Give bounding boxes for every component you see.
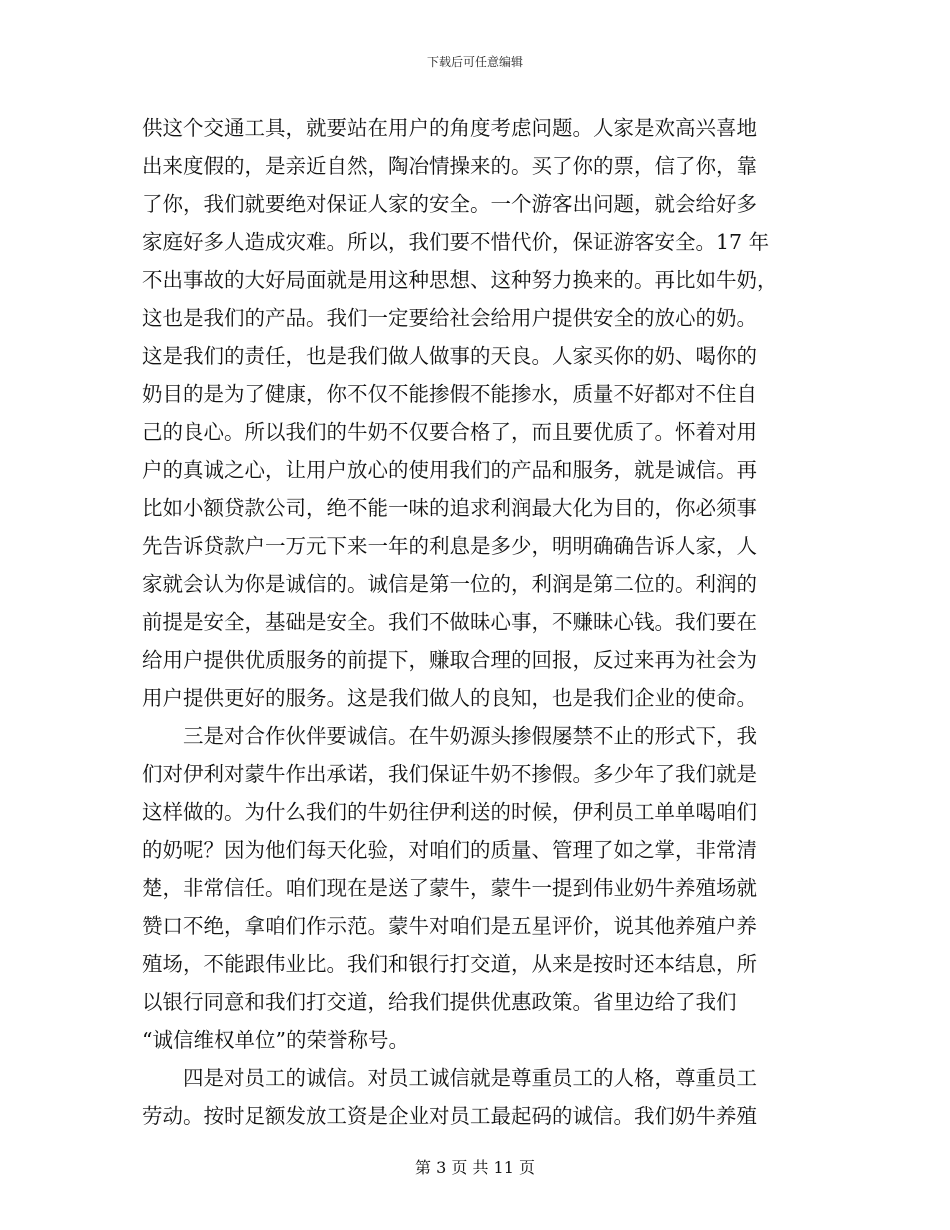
body-line: 比如小额贷款公司，绝不能一味的追求利润最大化为目的，你必须事 bbox=[142, 496, 757, 520]
body-line: 殖场，不能跟伟业比。我们和银行打交道，从来是按时还本结息，所 bbox=[142, 952, 757, 976]
body-line: 家就会认为你是诚信的。诚信是第一位的，利润是第二位的。利润的 bbox=[142, 572, 757, 596]
body-line: 这是我们的责任，也是我们做人做事的天良。人家买你的奶、喝你的 bbox=[142, 344, 757, 368]
body-line: 己的良心。所以我们的牛奶不仅要合格了，而且要优质了。怀着对用 bbox=[142, 420, 757, 444]
body-line: 户的真诚之心，让用户放心的使用我们的产品和服务，就是诚信。再 bbox=[142, 458, 757, 482]
body-line: 以银行同意和我们打交道，给我们提供优惠政策。省里边给了我们 bbox=[142, 990, 737, 1014]
body-line: 先告诉贷款户一万元下来一年的利息是多少，明明确确告诉人家，人 bbox=[142, 534, 757, 558]
body-line: 给用户提供优质服务的前提下，赚取合理的回报，反过来再为社会为 bbox=[142, 648, 757, 672]
body-line: 前提是安全，基础是安全。我们不做昧心事，不赚昧心钱。我们要在 bbox=[142, 610, 757, 634]
body-line: 赞口不绝，拿咱们作示范。蒙牛对咱们是五星评价，说其他养殖户养 bbox=[142, 914, 757, 938]
body-line: 这也是我们的产品。我们一定要给社会给用户提供安全的放心的奶。 bbox=[142, 306, 757, 330]
body-line: 不出事故的大好局面就是用这种思想、这种努力换来的。再比如牛奶， bbox=[142, 268, 778, 292]
body-line: 奶目的是为了健康，你不仅不能掺假不能掺水，质量不好都对不住自 bbox=[142, 382, 757, 406]
body-line: 用户提供更好的服务。这是我们做人的良知，也是我们企业的使命。 bbox=[142, 686, 757, 710]
page-header-note: 下载后可任意编辑 bbox=[426, 55, 523, 69]
body-line: 的奶呢？因为他们每天化验，对咱们的质量、管理了如之掌，非常清 bbox=[142, 838, 757, 862]
body-line: 这样做的。为什么我们的牛奶往伊利送的时候，伊利员工单单喝咱们 bbox=[142, 800, 757, 824]
body-line: 劳动。按时足额发放工资是企业对员工最起码的诚信。我们奶牛养殖 bbox=[142, 1104, 757, 1128]
body-line: 四是对员工的诚信。对员工诚信就是尊重员工的人格，尊重员工 bbox=[142, 1066, 757, 1090]
body-line: 三是对合作伙伴要诚信。在牛奶源头掺假屡禁不止的形式下，我 bbox=[142, 724, 757, 748]
body-line: 们对伊利对蒙牛作出承诺，我们保证牛奶不掺假。多少年了我们就是 bbox=[142, 762, 757, 786]
body-line: 楚，非常信任。咱们现在是送了蒙牛，蒙牛一提到伟业奶牛养殖场就 bbox=[142, 876, 757, 900]
page-number-footer: 第 3 页 共 11 页 bbox=[415, 1158, 535, 1177]
body-line: 家庭好多人造成灾难。所以，我们要不惜代价，保证游客安全。17 年 bbox=[142, 230, 770, 254]
body-line: “诚信维权单位”的荣誉称号。 bbox=[142, 1028, 409, 1052]
body-line: 供这个交通工具，就要站在用户的角度考虑问题。人家是欢高兴喜地 bbox=[142, 116, 757, 140]
body-line: 出来度假的，是亲近自然，陶冶情操来的。买了你的票，信了你，靠 bbox=[142, 154, 757, 178]
body-line: 了你，我们就要绝对保证人家的安全。一个游客出问题，就会给好多 bbox=[142, 192, 757, 216]
